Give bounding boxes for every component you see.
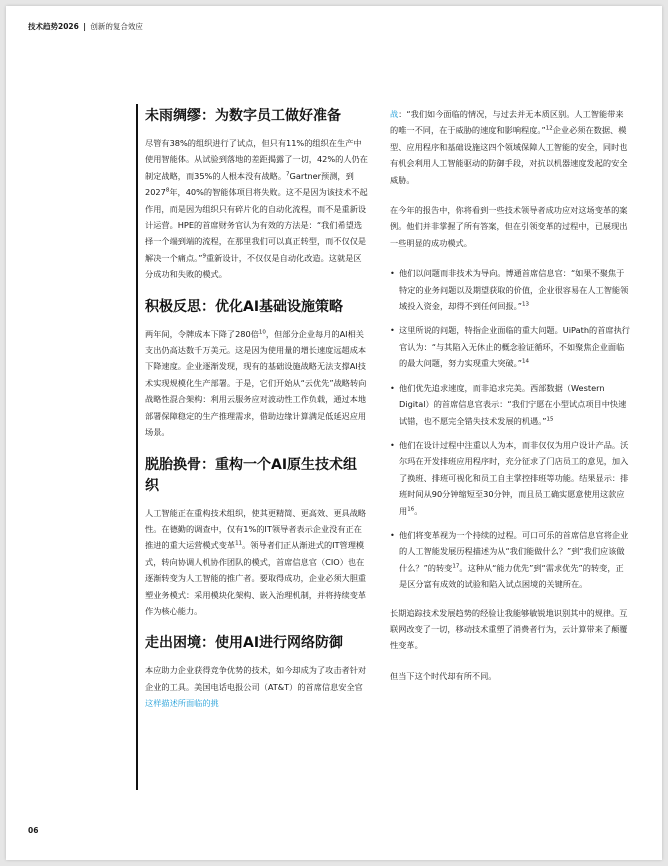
paragraph-ai-native-org: 人工智能正在重构技术组织，使其更精简、更高效、更具战略性。在德勤的调查中，仅有1%的IT领导者表示企业没有正在推进的重大运营模式变革$^{11}$。领导者们正从渐进式的IT管理模式，转向协调人机协作团队的模式，首席信息官（CIO）也在逐渐转变为人工智能的推广者。要取得成功，企业必须大胆重塑业务模式：采用模块化架构、嵌入治理机制，并将持续变革作为核心能力。 [145,507,367,616]
paragraph-report-intro: 在今年的报告中，你将看到一些技术领导者成功应对这场变革的案例。他们并非掌握了所有答案，但在引领变革的过程中，已展现出一些明显的成功模式。 [390,205,628,248]
list-item: • 他们将变革视为一个持续的过程。可口可乐的首席信息官将企业的人工智能发展历程描述为从“我们能做什么？”到“我们应该做什么？”的转变$^{17}$。这种从“能力优先”到“需求优先”的转变，正是区分富有成效的试验和陷入试点困境的关键所在。 [390,527,631,593]
left-column [145,106,369,726]
paragraph-digital-workforce: 尽管有38%的组织进行了试点，但只有11%的组织在生产中使用智能体。从试验到落地的差距揭露了一切，42%的人仍在制定战略，而35%的人根本没有战略。$^7$Gartner预测，到2027$^8$年，40%的智能体项目将失败。这不是因为该技术不起作用，而是因为组织只有碎片化的自动化流程，而不是重新设计运营。HPE的首席财务官认为有效的方法是：“我们希望选择一个端到端的流程，在那里我们可以真正转型，而不仅仅是解决一个痛点。”$^9$重新设计，不仅仅是自动化改造。这就是区分成功和失败的模式。 [145,138,368,280]
header-title: 技术趋势2026 [28,22,79,31]
section-rule [136,104,138,790]
header-separator: | [83,22,87,31]
bullet-dot: • [390,325,395,336]
paragraph-experience: 长期追踪技术发展趋势的经验让我能够敏锐地识别其中的规律。互联网改变了一切，移动技术重塑了消费者行为，云计算带来了颠覆性变革。 [390,607,628,651]
page-number: 06 [28,826,39,835]
heading-ai-infrastructure: 积极反思：优化AI基础设施策略 [145,298,344,315]
link-challenge-continued[interactable]: 战 [390,109,399,119]
list-item: • 他们以问题而非技术为导向。博通首席信息官：“如果不聚焦于特定的业务问题以及期望获取的价值，企业很容易在人工智能领域投入资金，却得不到任何回报。”$^{13}$ [390,265,631,314]
bullet-dot: • [390,268,395,279]
paragraph-cyber-continued: 战：“我们如今面临的情况，与过去并无本质区别。人工智能带来的唯一不同，在于威胁的速度和影响程度。”$^{12}$企业必须在数据、模型、应用程序和基础设施这四个领域保障人工智能的安全，同时也有机会利用人工智能驱动的防御手段，对抗以机器速度发起的安全威胁。 [390,109,628,185]
running-header [28,22,143,32]
list-item: • 他们优先追求速度，而非追求完美。西部数据（Western Digital）的首席信息官表示：“我们宁愿在小型试点项目中快速试错，也不愿完全错失技术发展的机遇。”$^{15}$ [390,380,631,429]
list-item: • 这里所说的问题，特指企业面临的重大问题。UiPath的首席执行官认为：“与其陷入无休止的概念验证循环，不如聚焦企业面临的最大问题，努力实现重大突破。”$^{14}$ [390,322,631,371]
header-subtitle: 创新的复合效应 [90,22,143,31]
paragraph-conclusion: 但当下这个时代却有所不同。 [390,670,497,681]
heading-cyber-defense: 走出困境：使用AI进行网络防御 [145,635,344,652]
paragraph-cyber-defense: 本应助力企业获得竞争优势的技术，如今却成为了攻击者针对企业的工具。美国电话电报公司（AT&T）的首席信息安全官这样描述所面临的挑 [145,665,367,709]
success-patterns-list [390,265,631,592]
bullet-dot: • [390,382,395,393]
page [6,6,662,860]
link-challenge[interactable]: 这样描述所面临的挑 [145,698,219,709]
paragraph-ai-infrastructure: 两年间，令牌成本下降了280倍$^{10}$，但部分企业每月的AI相关支出仍高达数千万美元。这是因为使用量的增长速度远超成本下降速度。企业逐渐发现，现有的基础设施战略无法支撑AI技术实现规模化生产部署。于是，它们开始从“云优先”战略转向战略性混合架构：利用云服务应对波动性工作负载，通过本地部署保障稳定的生产推理需求，借助边缘计算满足低延迟应用场景。 [145,328,367,438]
bullet-dot: • [390,439,395,450]
heading-digital-workforce: 未雨绸缪：为数字员工做好准备 [145,108,341,124]
list-item: • 他们在设计过程中注重以人为本，而非仅仅为用户设计产品。沃尔玛在开发排班应用程序时，充分征求了门店员工的意见，加入了换班、排班可视化和员工自主掌控排班等功能。结果显示：排班时间从90分钟缩短至30分钟，而且员工确实愿意使用这款应用$^{16}$。 [390,437,631,519]
bullet-dot: • [390,529,395,540]
heading-ai-native-org: 脱胎换骨：重构一个AI原生技术组织 [145,456,358,494]
right-column [390,106,631,698]
